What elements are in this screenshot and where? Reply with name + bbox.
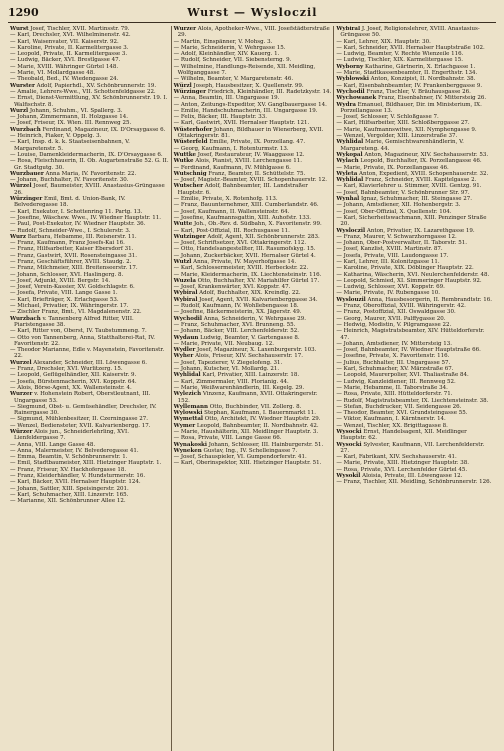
directory-entry: — Marie, Kleidermacherin, IX. Liechtensteinstr. 116.: [173, 271, 322, 278]
directory-entry: — Josefine, Kaufmannsgattin, XIII. Auhofstr. 133.: [173, 214, 311, 221]
directory-entry: — Karoline, Private, XIX. Döblinger Hauptstr. 22.: [336, 265, 474, 272]
directory-entry: — Marie, Weißwarenhändlerin, III. Kegelg. 29.: [173, 384, 305, 391]
directory-entry: Wutscher Adolf, Bahnbeamter, III. Landstraßer Hauptstr. 6.: [173, 183, 308, 196]
surname: Würzinger: [173, 88, 206, 95]
surname: Wysocki: [336, 429, 362, 435]
directory-entry: — Karl, Post-Offizial, III. Rochusgasse 11.: [173, 227, 290, 234]
directory-entry: — Karl, Schlossermeister, XVIII. Herbeckstr. 22.: [173, 265, 309, 272]
directory-entry: — Ernst, Dienst-Vermittlung, XV. Schönbrunnerstr. 19. I. Walfischstr. 8.: [10, 95, 168, 108]
directory-entry: — Josef, Bahnbeamter, V. Schönbrunner Str. 97.: [336, 189, 470, 196]
directory-entry: — Josef, Ober-Offizial, X. Quellenstr. 104.: [336, 208, 452, 215]
directory-entry: — Emil, Stadtbaumeister, XIII. Hietzinger Hauptstr. 1.: [10, 460, 162, 467]
surname: Wyhlidal: [336, 177, 364, 184]
surname: Würzl: [173, 82, 192, 89]
directory-entry: — Leopold, Schmied, XI. Simmeringer Hauptstr. 92.: [336, 277, 482, 284]
column-1: [8, 26, 171, 751]
directory-entry: — Rosa, Private, VIII. Lange Gasse 66.: [173, 435, 282, 442]
surname: Wylach: [336, 158, 359, 165]
directory-entry: — Johann, Amtsdiener, IV. Mittersteig 13.: [336, 340, 453, 347]
directory-entry: Wydra Emanuel, Bildhauer, Dir. im Ministerium, IX. Porzellangasse 13.: [336, 101, 482, 114]
directory-entry: — Leopold, Maurerpolier, XVI. Thaliastraße 84.: [336, 372, 469, 379]
directory-entry: Wurzer Alois, Apotheker-Wwe., VIII. Josefstädterstraße 29.: [173, 26, 330, 39]
directory-entry: — Karl, Oberinspektor, XIII. Hietzinger Hauptstr. 51.: [173, 460, 322, 467]
directory-entry: — Franz, Milchmeier, XIII. Breitenseerstr. 17.: [10, 265, 138, 272]
directory-entry: — Hedwig, Modistin, V. Pilgramgasse 22.: [336, 321, 452, 328]
directory-entry: — Franz, Postoffizial, XII. Oswaldgasse 30.: [336, 309, 456, 316]
directory-entry: Wylowski Stephan, Kaufmann, I. Bauernmarkt 11.: [173, 410, 316, 417]
directory-entry: — Karl, Gastwirt, XVII. Hernalser Hauptstr. 121.: [173, 120, 310, 127]
directory-entry: — Georg, Maurer, XVII. Palffygasse 20.: [336, 315, 446, 322]
directory-entry: — Marie, Private, VII. Neubaug. 12.: [173, 340, 274, 347]
directory-entry: Wyslouzil Anna, Hausbesorgerin, II. Rembrandtstr. 16.: [336, 296, 492, 303]
surname: Wutscher: [173, 183, 204, 190]
directory-entry: — Johann, Kutscher, VI. Mollardg. 21.: [173, 366, 280, 373]
directory-entry: — Johann, Zimmermann, II. Holzgasse 14.: [10, 114, 128, 121]
directory-entry: Wyneken Gustav, Ing., IV. Schelleingasse 7.: [173, 447, 298, 454]
directory-entry: — Louise, Damenkleidermacherin, IX. D'Orsaygasse 6.: [10, 151, 163, 158]
directory-entry: — Felix, Bäcker, III. Hauptstr. 33.: [173, 114, 267, 121]
directory-entry: — Josef, Bahnbeamter, IV. Wiedner Hauptstraße 66.: [336, 347, 481, 354]
directory-entry: — Franz, Schuhmacher, XVI. Brunneng. 55.: [173, 321, 296, 328]
directory-entry: — Josef, Adjunkt, XVIII. Bergstr. 14.: [10, 277, 111, 284]
surname: Wylowski: [173, 410, 203, 417]
surname: Wyllemann: [173, 403, 208, 410]
directory-entry: — Emilie, Private, X. Rotenhofg. 113.: [173, 196, 278, 203]
directory-entry: — Karl, Eisenbahnbeamter, IV. Frankenberggasse 9.: [336, 82, 483, 89]
directory-entry: — Josef, Tapezierer, V. Ziegelofeng. 31.: [173, 359, 283, 366]
directory-entry: Wurzl Johann, Schuhm., VI. Spallerg. 3.: [10, 107, 123, 114]
directory-entry: Wyborny Katharine, Gärtnerin, X. Erlachgasse 1.: [336, 63, 476, 70]
directory-entry: — Karl, Zimmermaler, VIII. Florianig. 44.: [173, 378, 289, 385]
directory-entry: — Zischler Franz, Bmt., VI. Magdalenenstr. 22.: [10, 309, 142, 316]
directory-entry: — Anton, Zeitungs-Expeditor, XV. Ganglbauergasse 14.: [173, 101, 327, 108]
directory-entry: — Stefan, Buchdrucker, VII. Seidengasse 26.: [336, 403, 462, 410]
directory-entry: — Rudolf, Schneider-Wwe., I. Schulerstr. 3.: [10, 227, 131, 234]
directory-entry: — Karl, Schuhmacher, XIII. Linzerstr. 165.: [10, 491, 129, 498]
directory-entry: — Sigmund, Mühlenbesitzer, II. Czerningasse 27.: [10, 416, 148, 423]
directory-entry: Wutke Alois, Pianist, XVIII. Lerchengasse 11.: [173, 158, 302, 165]
directory-entry: Wychodil Franz, Tischler, V. Bräuhausgasse 26.: [336, 88, 471, 95]
surname: Wychodil: [173, 315, 202, 322]
directory-entry: — Leopold, Geflügelhändler, XII. Kaiserstr. 9.: [10, 372, 137, 379]
surname: Wyslouzil: [336, 296, 366, 303]
surname: Wüsterfeld: [173, 139, 208, 146]
directory-entry: — Ludwig, Tischler, XIX. Karmelitergasse 15.: [336, 57, 463, 64]
page-header: [8, 6, 496, 23]
directory-entry: — Karl, Bäcker, XVII. Hernalser Hauptstr. 124.: [10, 479, 141, 486]
directory-entry: — Rosa, Private, XIII. Hütteldorferstr. 71.: [336, 391, 453, 398]
surname: Wüsterhofer: [173, 126, 213, 133]
surname: Wydra: [336, 101, 356, 108]
surname: Wybiral: [336, 26, 361, 32]
surname: Wyher: [173, 353, 194, 360]
directory-entry: Wüsterhofer Johann, Bildhauer in Wienerberg, XVII. Ottakringerstr. 81.: [173, 126, 324, 140]
directory-entry: — Emilie, Handschuhmacherin, III. Ungargasse 19.: [173, 107, 318, 114]
surname: Wybiral: [173, 296, 198, 303]
surname: Wychodil: [336, 88, 365, 95]
directory-entry: — Alois, Börse-Agent, XX. Wallensteinstr. 4.: [10, 384, 132, 391]
column-3: [333, 26, 496, 751]
directory-entry: Wyllemann Otto, Buchbinder, VII. Zollerg. 8.: [173, 403, 302, 410]
directory-entry: — Anna, Beamtin, III. Ungargasse 19.: [173, 95, 280, 102]
directory-entry: — Marie, VI. Mollardgasse 48.: [10, 70, 96, 77]
directory-entry: — Karl, Hilfsarbeiter, XIII. Schloßberggasse 27.: [336, 120, 470, 127]
surname: Wymettal: [173, 416, 203, 423]
directory-entry: — Josefa, Private, VIII. Lange Gasse 1.: [10, 290, 118, 297]
directory-entry: — Marie, Kaufmannswitwe, XII. Nymphengasse 9.: [336, 126, 477, 133]
directory-entry: — Siegmund, Obst- u. Gemüsehändler, Drechsler, IV. Rainergasse 30.: [10, 403, 157, 417]
directory-entry: — Karl, Lehrer, XIX. Hauptstr. 30.: [336, 38, 431, 45]
directory-entry: Wysloczil Anton, Privatier, IX. Lazarethgasse 19.: [336, 227, 475, 234]
directory-entry: — Marie, Hebamme, II. Taborstraße 34.: [336, 384, 448, 391]
directory-entry: — Anna, VIII. Lange Gasse 48.: [10, 441, 96, 448]
directory-entry: — Karl, Sicherheitswachmann, XIII. Penzinger Straße 20.: [336, 214, 487, 228]
directory-entry: Wyhlidal Marie, Gemischtwarenhändlerin, V. Margareteng. 44.: [336, 139, 464, 152]
directory-entry: — Marie, Stadtkassenbeamter, II. Engerthstr. 134.: [336, 70, 478, 77]
directory-entry: — Josef, Schlosser, V. Schloßgasse 7.: [336, 114, 439, 121]
directory-entry: Wutzinger Adolf, Agent, XII. Schönbrunnerstr. 283.: [173, 233, 320, 240]
surname: Wyhlidal: [173, 372, 201, 379]
directory-entry: Wurzbauer Anna Maria, IV. Favoritenstr. 22.: [10, 170, 137, 177]
directory-entry: Wylezich Vinzenz, Kaufmann, XVII. Ottakringerstr. 152.: [173, 391, 318, 404]
directory-entry: Wychodil Anna, Schneiderin, V. Wehrgasse 29.: [173, 315, 307, 322]
directory-entry: — Josef, Krankenwärter, XVI. Koppstr. 47.: [173, 284, 291, 291]
directory-entry: — Josef, Magistr.-Beamter, XVIII. Schopenhauerstr. 12.: [173, 177, 327, 184]
directory-entry: Wysokil Aloisia, Private, III. Löwengasse 12.: [336, 473, 463, 480]
directory-entry: — Franz, Oberoffizial, XVIII. Währingerstr. 42.: [336, 303, 466, 310]
directory-entry: — Ferdinand, Kaufmann, IV. Mühlgasse 6.: [173, 164, 291, 171]
surname: Wutzinger: [173, 233, 206, 240]
directory-entry: Wurst Josef, Tischler, XVII. Martinsstr. 79.: [10, 26, 130, 32]
directory-entry: — Wilhelmine, Handlungs-Reisende, XII. Meidling, Wolfganggasse 7.: [173, 63, 316, 77]
directory-entry: — Rudolf, Schneider, VII. Siebensterng. 9.: [173, 57, 292, 64]
directory-entry: — Marie, Private, IX. Porzellangasse 46.: [336, 164, 449, 171]
surname: Wutschnig: [173, 170, 207, 177]
surname: Wydler: [173, 347, 196, 354]
directory-entry: Wybiral Josef, Agent, XVII. Kalvarienberggasse 34.: [173, 296, 318, 303]
directory-entry: — Franz, Hilfsarbeiter, Kaiser Ebersdorf 31.: [10, 246, 134, 253]
directory-entry: — Josefine, Private, X. Favoritenstr. 116.: [336, 353, 450, 360]
directory-entry: — Karl, Drechsler, XVI. Wilhelminenstr. 42.: [10, 32, 131, 39]
directory-entry: — Katharina, Wäscherin, XVI. Neulerchenfelderstr. 48.: [336, 271, 490, 278]
directory-entry: Wurz Barbara, Hebamme, III. Reisnerstr. 11.: [10, 233, 137, 240]
directory-entry: Wymettal Otto, Architekt, IV. Wiedner Hauptstr. 29.: [173, 416, 321, 423]
directory-entry: Würzinger Emil, Bmt. d. Union-Bank, IV. Belvederegasse 18.: [10, 196, 126, 209]
directory-entry: Wykopal Anton, Magazineur, XIV. Sechshauserstr. 53.: [336, 151, 489, 158]
page-number: 1290: [8, 6, 39, 19]
directory-entry: — Franz, Kaufmann, Franz Josefs-Kai 16.: [10, 240, 125, 247]
directory-entry: — Karl, Waisenvater, VII. Kaiserstr. 92.: [10, 38, 119, 45]
directory-entry: — Michael, Privatier, IX. Währingerstr. 17.: [10, 303, 129, 310]
directory-entry: Wyblowski Anton, Konzipist, II. Nordbahnstr. 38.: [336, 76, 476, 83]
directory-entry: Wurster Adolf, Papierhdl., XV. Schönbrunnerstr. 19.: [10, 82, 157, 89]
directory-entry: — Josef, Verein-Kassier, XV. Goldschlagstr. 6.: [10, 284, 135, 291]
directory-entry: — Franz, Geschäftsführer, XVIII. Staudg. 2.: [10, 258, 132, 265]
surname: Würzer: [10, 429, 33, 435]
directory-entry: Wutte Joh., Ob.-Rev. d. Südbahn, X. Favoritenstr. 99.: [173, 221, 322, 228]
directory-entry: Wuttke Josef, Restaurateur, IV. Waaggasse 12.: [173, 151, 305, 158]
directory-entry: — Josef, Schriftsetzer, XVI. Ottakringerstr. 112.: [173, 240, 307, 247]
directory-entry: — Rosa, Fleischhauerin, II. Ob. Augartenstraße 52. G. II. Gr. Stadtgutg. 30.: [10, 158, 169, 171]
surname: Würzel: [10, 183, 32, 190]
surname: Wutzl: [173, 258, 192, 265]
directory-entry: — Franz, Drechsler, XVI. Wurlitzerg. 15.: [10, 366, 123, 373]
directory-entry: — Anna, Malermeister, IV. Belvederegasse 41.: [10, 447, 139, 454]
directory-entry: — Johann, Bäcker, VIII. Lerchenfelderstr. 52.: [173, 328, 300, 335]
directory-entry: Würzinger Friedrich, Kleinhändler, III. Radetzkystr. 14.: [173, 88, 332, 95]
directory-entry: Wyhlidal Karl, Privatier, XIII. Lainzerstr. 18.: [173, 372, 300, 379]
directory-entry: — Franz, Tischler, XII. Meidling, Schönbrunnerstr. 126.: [336, 479, 492, 486]
directory-entry: Wylach Leopold, Buchhalter, IX. Porzellangasse 46.: [336, 158, 482, 165]
directory-entry: — Karl, Schuhmacher, XV. Märzstraße 67.: [336, 366, 454, 373]
surname: Wurzel: [10, 359, 32, 366]
surname: Wysokil: [336, 473, 361, 480]
directory-entry: Wurzel Alexander, Schneider, III. Löwengasse 6.: [10, 359, 147, 366]
directory-entry: — Franz, Gastwirt, XVII. Rosensteingasse 31.: [10, 252, 138, 259]
surname: Wyleta: [336, 170, 358, 177]
surname: Wutte: [173, 221, 193, 228]
directory-entry: Wyher Alois, Friseur, XIV. Sechshauserstr. 17.: [173, 353, 303, 360]
surname: Wurzbach: [10, 315, 41, 322]
directory-entry: — Wenzel, Tischler, XX. Brigittagasse 8.: [336, 422, 448, 429]
surname: Wynhal: [336, 196, 360, 203]
surname: Wurzer: [173, 26, 197, 32]
surname: Wykopal: [336, 151, 363, 158]
surname: Wurzbach: [10, 126, 41, 133]
directory-entry: — Julius, Buchhalter, III. Ungargasse 57.: [336, 359, 451, 366]
directory-entry: — Otto von Tannenberg, Anna, Statthalterei-Rat, IV. Favoritenstr. 22.: [10, 334, 156, 347]
entry-columns: [8, 26, 496, 751]
directory-entry: — Ludwig, Bäcker, XVI. Brestlgasse 47.: [10, 57, 121, 64]
directory-entry: — Johann, Sattler, XIII. Speisingerstr. 201.: [10, 485, 129, 492]
directory-entry: — Franz, Kleiderhändler, V. Hundsturmerstr. 16.: [10, 473, 146, 480]
directory-entry: — Karl, Klavierlehrer u. Stimmer, XVIII. Gentzg. 91.: [336, 183, 482, 190]
directory-entry: — Franz, Bauunternehmer, XIII. Cumberlandstr. 46.: [173, 202, 319, 209]
directory-entry: — Josef, Kaufmann, II. Wallensteinstr. 64.: [173, 208, 290, 215]
directory-entry: — Leopold, Private, II. Karmelitergasse 3.: [10, 51, 128, 58]
directory-entry: — Martin, Einspänner, V. Mohsg. 3.: [173, 38, 273, 45]
directory-entry: — Johann, Zuckerbäcker, XVII. Hernalser Gürtel 4.: [173, 252, 316, 259]
directory-entry: Wychowanek Franz, Eisenbahner, IV. Mittersteig 26.: [336, 95, 487, 102]
directory-entry: Wymer Leopold, Bahnbeamter, II. Nordbahnstr. 42.: [173, 422, 319, 429]
directory-entry: — Adolf, Kleinhändler, XIV. Kauerg. 1.: [173, 51, 280, 58]
directory-entry: — Marie, XVIII. Währinger Gürtel 148.: [10, 63, 119, 70]
directory-entry: — Johann, Schlosser, XVI. Haslingerg. 8.: [10, 271, 124, 278]
directory-entry: — Josef, Schauspieler, VI. Gumpendorferstr. 41.: [173, 454, 307, 461]
surname: Wychowanek: [336, 95, 377, 102]
directory-entry: — Johann, Buchhalter, IV. Favoritenstr. 30.: [10, 177, 129, 184]
surname: Würzinger: [10, 196, 43, 203]
directory-entry: — Rudolf, Magistratsbeamter, IX. Liechtensteinstr. 38.: [336, 397, 489, 404]
directory-entry: Wybiral Adolf, Buchhalter, XIX. Kreindlg. 22.: [173, 290, 301, 297]
directory-entry: — Karl, Lehrer, III. Kolonitzgasse 11.: [336, 258, 440, 265]
surname: Wurzer: [10, 391, 33, 398]
directory-entry: — Theodor, Beamter, XVI. Grundsteingasse 55.: [336, 410, 468, 417]
surname: Wyborny: [336, 63, 364, 70]
directory-entry: — Amalie, Lehrers-Wwe., VII. Schottenfeldgasse 22.: [10, 88, 156, 95]
surname: Wyhlidal: [336, 139, 364, 146]
directory-entry: — Karl, Insp. d. k. k. Staatseisenbahnen, V. Margaretenstr. 5.: [10, 139, 130, 152]
directory-entry: — Ludwig, Beamter, V. Rechte Wienzeile 116.: [336, 51, 464, 58]
directory-entry: Wysocki Ernst, Handelsagent, XII. Meidlinger Hauptstr. 62.: [336, 429, 467, 442]
directory-entry: Wynhal Ignaz, Schuhmacher, III. Steingasse 27.: [336, 196, 473, 203]
surname: Wurst: [10, 26, 29, 32]
directory-entry: Wurzer v. Hohenstein Robert, Oberstleutnant, III. Ungargasse 53.: [10, 391, 151, 404]
directory-entry: Wuzela Otto, Buchhalter, XV. Mariahilfer Gürtel 17.: [173, 277, 320, 284]
directory-entry: — Marie, Schneiderin, V. Wehrgasse 15.: [173, 44, 286, 51]
directory-entry: — Josefa, Private, VIII. Laudongasse 17.: [336, 252, 449, 259]
surname: Wybiral: [173, 290, 198, 297]
surname: Wylezich: [173, 391, 202, 398]
surname: Wynakoski: [173, 441, 207, 448]
directory-entry: — Heinrich, Magistratsbeamter, XIV. Hütteldorferstr. 47.: [336, 328, 485, 341]
directory-entry: Wysocki Sylvester, Kaufmann, VII. Lerchenfelderstr. 27.: [336, 441, 485, 454]
directory-entry: — Wenzel, Bediensteter, XVII. Kalvarienbergg. 17.: [10, 422, 151, 429]
directory-entry: — Josef, Friseur, IX. Wien. III. Rennweg 25.: [10, 120, 132, 127]
directory-entry: — Paul, Post-Exekutor, IV. Wiedner Hauptstr. 36.: [10, 221, 146, 228]
directory-entry: — Marie, Private, XIII. Hietzinger Hauptstr. 38.: [336, 460, 470, 467]
directory-entry: Würzel Josef, Baumeister, XVIII. Anastasius-Grüngasse 26.: [10, 183, 165, 196]
surname: Wydaun: [173, 334, 199, 341]
directory-entry: — Josef, Kanzlist, XVIII. Martinstr. 87.: [336, 246, 443, 253]
directory-entry: — Karl, Fabrikant, XIV. Sechshauserstr. 41.: [336, 454, 457, 461]
directory-entry: Wüsterfeld Emilie, Private, IX. Porzellang. 47.: [173, 139, 306, 146]
directory-entry: — Otto, Handelsangestellter, III. Rasumofskyg. 15.: [173, 246, 316, 253]
directory-entry: Wydler Josef, Magazineur, X. Laxenburgerstr. 103.: [173, 347, 317, 354]
surname: Wysloczil: [336, 227, 366, 234]
surname: Wurzbauer: [10, 170, 44, 177]
directory-entry: Wynakoski Johann, Schlosser, III. Hainburgerstr. 51.: [173, 441, 324, 448]
surname: Wyblowski: [336, 76, 369, 83]
directory-entry: Würzl Joseph, Hausbesitzer, X. Quellenstr. 99.: [173, 82, 304, 89]
directory-entry: — Marianne, XII. Schönbrunner Allee 12.: [10, 498, 126, 505]
surname: Wuzela: [173, 277, 196, 284]
directory-entry: Wydaun Ludwig, Beamter, V. Gartengasse 8.: [173, 334, 300, 341]
directory-entry: — Rosa, Private, XVI. Lerchenfelder Gürtel 45.: [336, 466, 468, 473]
directory-entry: — Ludwig, Kanzleidiener, III. Rennweg 52.: [336, 378, 456, 385]
directory-entry: — Karl, Ritter von, Oberst, IV. Taubstummeng. 7.: [10, 328, 147, 335]
directory-entry: — Viktor, Kaufmann, I. Kärntnerstr. 14.: [336, 416, 446, 423]
directory-entry: — Karoline, Private, II. Karmelitergasse 3.: [10, 44, 129, 51]
directory-entry: — Josefine, Wäschew. Wwe., IV. Wiedner Hauptstr. 11.: [10, 214, 161, 221]
surname: Wurz: [10, 233, 26, 240]
running-head: Wurst — Wysloczil: [187, 6, 318, 19]
directory-entry: — Theodor Marianne, Edle v. Mayenstein, Favoritenstr. 22.: [10, 347, 165, 360]
directory-entry: — Ludwig, Schlosser, XVI. Koppstr. 69.: [336, 284, 445, 291]
directory-entry: — Karl, Exekutor, I. Schottenring 11. Partg. 13.: [10, 208, 143, 215]
column-2: [171, 26, 334, 751]
surname: Wysocki: [336, 441, 362, 448]
directory-entry: — Heinrich, Fiaker, V. Oppelg. 3.: [10, 133, 102, 140]
directory-entry: Wurzbach v. Tannenberg Alfred Ritter, VIII. Piaristengasse 38.: [10, 315, 134, 328]
directory-entry: — Marie, Haushälterin, XII. Meidlinger Hauptstr. 3.: [173, 429, 319, 435]
directory-entry: Würzer Alois jun., Schneiderlehrling, XVI. Lienfeldergasse 7.: [10, 429, 129, 442]
directory-entry: — Josefine, Bäckermeisterin, XX. Jägerstr. 49.: [173, 309, 302, 316]
surname: Wurster: [10, 82, 35, 89]
directory-entry: Wutschnig Franz, Beamter, II. Schüttelstr. 75.: [173, 170, 306, 177]
directory-entry: — Johann, Ober-Postverwalter, II. Taborstr. 51.: [336, 240, 467, 247]
directory-entry: — Wenzel, Vergolder, XIII. Linzerstraße 37.: [336, 133, 458, 140]
directory-entry: — Theobald, Bed., IV. Wiedengasse 24.: [10, 76, 119, 83]
directory-entry: Wurzbach Ferdinand, Magazineur, IX. D'Orsaygasse 6.: [10, 126, 166, 133]
directory-entry: — Karl, Briefträger, X. Erlachgasse 53.: [10, 296, 119, 303]
surname: Wutke: [173, 158, 194, 165]
directory-entry: — Emma, Beamtin, V. Schönbrunnerstr. 1.: [10, 454, 128, 461]
directory-entry: Wutzl Anna, Private, IV. Mayerhofgasse 14.: [173, 258, 297, 265]
directory-entry: — Franz, Maurer, V. Schwarzhorngasse 12.: [336, 233, 457, 240]
surname: Wuttke: [173, 151, 197, 158]
directory-entry: Wybiral J. Josef, Religionslehrer, XVIII. Anastasius-Grüngasse 50.: [336, 26, 480, 39]
directory-entry: — Franz, Friseur, XV. Hackhofergasse 18.: [10, 466, 127, 473]
directory-entry: — Georg, Kaufmann, I. Rotenturmstr. 13.: [173, 145, 289, 152]
directory-entry: Wyleta Anton, Expedient, XVIII. Schopenhauerstr. 32.: [336, 170, 489, 177]
surname: Wurzl: [10, 107, 29, 114]
directory-entry: Wyhlidal Franz, Schneider, XVIII. Kapitelgasse 2.: [336, 177, 477, 184]
directory-entry: — Karl, Schneider, XVII. Hernalser Hauptstraße 102.: [336, 44, 485, 51]
surname: Wyneken: [173, 447, 202, 454]
surname: Wymer: [173, 422, 196, 429]
directory-entry: — Rudolf, Kaufmann, IV. Wohllebengasse 18.: [173, 303, 299, 310]
directory-entry: — Josefa, Bürstenmacherin, XVI. Koppstr. 64.: [10, 378, 137, 385]
directory-entry: — Johann, Amtsdiener, XII. Hohenbergstr. 3.: [336, 202, 461, 209]
directory-entry: — Marie, Private, IV. Rubengasse 10.: [336, 290, 440, 297]
directory-entry: — Wilhelm, Beamter, V. Margaretenstr. 46.: [173, 76, 294, 83]
